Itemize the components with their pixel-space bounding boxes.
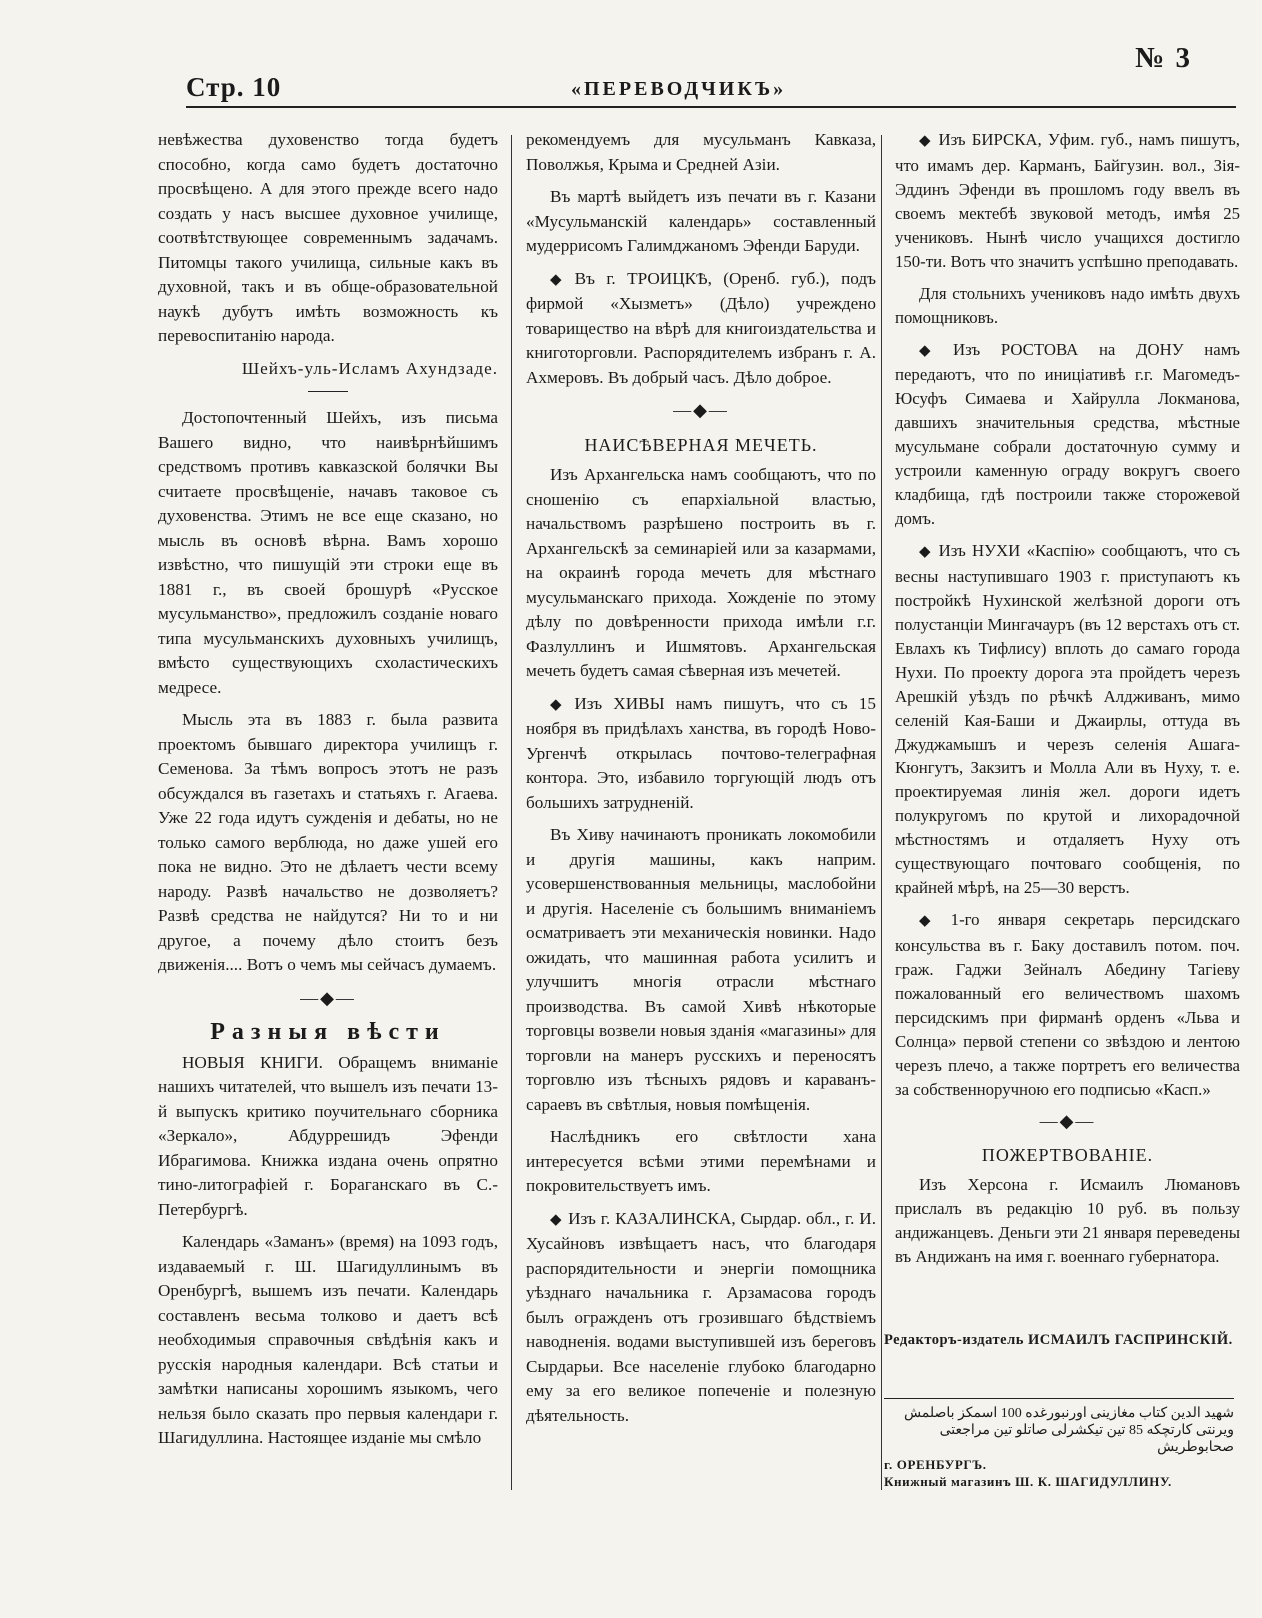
news-item-text: Изъ БИРСКА, Уфим. губ., намъ пишутъ, что имамъ дер. Карманъ, Байгузин. вол., Зія-Эддинъ Эфенди въ прошломъ году ввелъ въ своемъ мектебѣ звуковой методъ, имѣя 25 учениковъ. Нынѣ число учащихся достигло 150-ти. Вотъ что значитъ успѣшно преподавать. bbox=[895, 130, 1240, 271]
column-2 bbox=[526, 128, 876, 1436]
ornament-divider: —◆— bbox=[1039, 1110, 1096, 1131]
diamond-bullet-icon: ◆ bbox=[550, 1211, 563, 1228]
diamond-bullet-icon: ◆ bbox=[919, 342, 948, 359]
article-text: рекомендуемъ для мусульманъ Кавказа, Поволжья, Крыма и Средней Азіи. bbox=[526, 130, 876, 174]
ad-arabic-line-2: ویرنتی کارتچکه 85 تین تیکشرلی صاتلو تین مراجعتی صحابوطریش bbox=[939, 1423, 1234, 1455]
ornament-divider: —◆— bbox=[300, 987, 356, 1008]
news-item bbox=[526, 692, 876, 816]
news-item: Для стольнихъ учениковъ надо имѣть двухъ помощниковъ. bbox=[895, 283, 1240, 327]
column-3 bbox=[895, 128, 1240, 1277]
news-item: Изъ Архангельска намъ сообщаютъ, что по сношенію съ епархіальной властью, начальствомъ разрѣшено построить въ г. Архангельскѣ за семинаріей или за казармами, на окраинѣ города мечеть для мѣстнаго мусульманскаго прихода. Хожденіе по этому дѣлу по довѣренности прихода имѣли г.г. Фазлуллинъ и Ишмятовъ. Архангельская мечеть будетъ самая сѣверная изъ мечетей. bbox=[526, 465, 876, 680]
news-item bbox=[895, 338, 1240, 532]
diamond-bullet-icon: ◆ bbox=[550, 696, 569, 713]
column-1 bbox=[158, 128, 498, 1459]
news-item-text: Изъ ХИВЫ намъ пишутъ, что съ 15 ноября въ придѣлахъ ханства, въ городѣ Ново-Ургенчѣ открылась почтово-телеграфная контора. Это, избавило торгующій людъ отъ большихъ затрудненій. bbox=[526, 693, 876, 812]
newspaper-title: «ПЕРЕВОДЧИКЪ» bbox=[571, 78, 787, 100]
news-item: Наслѣдникъ его свѣтлости хана интересуется всѣми этими перемѣнами и покровительствуетъ имъ. bbox=[526, 1127, 876, 1195]
news-item bbox=[526, 1207, 876, 1429]
news-item bbox=[526, 267, 876, 391]
news-item-text: 1-го января секретарь персидскаго консульства въ г. Баку доставилъ потом. поч. граж. Гаджи Зейналъ Абедину Тагіеву пожалованный его величествомъ шахомъ персидскимъ при фирманѣ орденъ «Льва и Солнца» первой степени со звѣздою и лентою черезъ плечо, а также портретъ его величества за собственноручною его подписью «Касп.» bbox=[895, 910, 1240, 1099]
editor-credit: Редакторъ-издатель ИСМАИЛЪ ГАСПРИНСКІЙ. bbox=[884, 1332, 1233, 1348]
column-divider-2 bbox=[881, 135, 882, 1490]
page-number: Стр. 10 bbox=[186, 72, 282, 102]
article-text: Мысль эта въ 1883 г. была развита проектомъ бывшаго директора училищъ г. Семенова. За тѣмъ вопросъ этотъ не разъ обсуждался въ газетахъ и статьяхъ г. Агаева. Уже 22 года идутъ сужденія и дебаты, но не только самого верблюда, но даже ушей его пока не видно. Это не дѣлаетъ чести всему народу. Развѣ начальство не дозволяетъ? Развѣ средства не найдутся? Ни то и ни другое, а почему дѣло стоитъ безъ движенія.... Вотъ о чемъ мы сейчасъ думаемъ. bbox=[158, 710, 498, 974]
ornament-divider: —◆— bbox=[673, 400, 729, 420]
news-item-text: Изъ НУХИ «Каспію» сообщаютъ, что съ весны наступившаго 1903 г. приступаютъ къ постройкѣ Нухинской желѣзной дороги отъ полустанціи Мингачауръ (въ 12 верстахъ отъ ст. Евлахъ къ Тифлису) вплоть до самаго города Нухи. По проекту дорога эта пройдетъ черезъ Арешкій уѣздъ по рѣчкѣ Алдживанъ, мимо селеній Кая-Баши и Джаирлы, оттуда въ Джуджамышъ и черезъ селенія Ашага-Кюнгутъ, Закзитъ и Молла Али въ Нуху, т. е. проектируемая линія жел. дороги идетъ полукругомъ по крутой и лихорадочной мѣстностямъ и отдаляетъ Нуху отъ существующаго почтоваго сообщенія, по крайней мѣрѣ, на 25—30 верстъ. bbox=[895, 541, 1240, 898]
issue-number: № 3 bbox=[1135, 42, 1192, 74]
masthead-rule bbox=[186, 106, 1236, 108]
diamond-bullet-icon: ◆ bbox=[919, 913, 945, 930]
masthead bbox=[186, 72, 1236, 108]
news-item-lead: НОВЫЯ КНИГИ. bbox=[182, 1052, 323, 1072]
article-headline: НАИСѢВЕРНАЯ МЕЧЕТЬ. bbox=[584, 434, 818, 455]
diamond-bullet-icon: ◆ bbox=[550, 271, 569, 288]
news-item: Въ мартѣ выйдетъ изъ печати въ г. Казани «Мусульманскій календарь» составленный мудеррисомъ Галимджаномъ Эфенди Баруди. bbox=[526, 187, 876, 255]
article-headline: ПОЖЕРТВОВАНІЕ. bbox=[981, 1144, 1154, 1165]
ad-arabic-line-1: شهید الدین کتاب مغازینی اورنبورغده 100 اسمکز باصلمش bbox=[903, 1406, 1234, 1421]
news-item: Календарь «Заманъ» (время) на 1093 годъ, издаваемый г. Ш. Шагидуллинымъ въ Оренбургѣ, вышемъ изъ печати. Календарь составленъ весьма толково и даетъ всѣ необходимыя справочныя свѣдѣнія какъ и русскія народныя календари. Всѣ статьи и замѣтки написаны хорошимъ языкомъ, чего нельзя было сказать про первыя календари г. Шагидуллина. Настоящее изданіе мы смѣло bbox=[158, 1232, 498, 1447]
article-text: Достопочтенный Шейхъ, изъ письма Вашего видно, что наивѣрнѣйшимъ средствомъ противъ кавказской болячки Вы считаете просвѣщеніе, начавъ таковое съ духовенства. Этимъ не все еще сказано, но мысль въ основѣ вѣрна. Вамъ хорошо извѣстно, что пишущій эти строки еще въ 1881 г., въ своей брошурѣ «Русское мусульманство», предложилъ созданіе новаго типа мусульманскихъ духовныхъ училищъ, вмѣсто существующихъ схоластическихъ медресе. bbox=[158, 408, 498, 697]
article-text: невѣжества духовенство тогда будетъ способно, когда само будетъ достаточно просвѣщено. А для этого прежде всего надо создать у насъ высшее духовное училище, соотвѣтствующее современнымъ задачамъ. Питомцы такого училища, сильные какъ въ духовной, такъ и въ обще-образовательной наукѣ дубутъ имѣть возможность къ перевоспитанію народа. bbox=[158, 130, 498, 345]
diamond-bullet-icon: ◆ bbox=[919, 544, 933, 560]
bookstore-advertisement bbox=[884, 1398, 1234, 1490]
ad-store-name: Книжный магазинъ Ш. К. ШАГИДУЛЛИНУ. bbox=[884, 1474, 1172, 1489]
diamond-bullet-icon: ◆ bbox=[919, 133, 933, 149]
article-signature: Шейхъ-уль-Исламъ Ахундзаде. bbox=[241, 358, 498, 378]
news-item-text: Въ г. ТРОИЦКѢ, (Оренб. губ.), подъ фирмой «Хызметъ» (Дѣло) учреждено товарищество на вѣрѣ для книгоиздательства и книготорговли. Распорядителемъ избранъ г. А. Ахмеровъ. Въ добрый часъ. Дѣло доброе. bbox=[526, 268, 876, 387]
news-item: Изъ Херсона г. Исмаилъ Люмановъ прислалъ въ редакцію 10 руб. въ пользу андижанцевъ. Деньги эти 21 января переведены въ Андижанъ на имя г. военнаго губернатора. bbox=[895, 1175, 1240, 1267]
news-item-text: Изъ РОСТОВА на ДОНУ намъ передаютъ, что по иниціативѣ г.г. Магомедъ-Юсуфъ Симаева и Хайрулла Локманова, давшихъ значительныя средства, мѣстные мусульмане собрали достаточную сумму и устроили каменную ограду вокругъ своего кладбища, гдѣ построили также сторожевой домъ. bbox=[895, 339, 1240, 529]
news-item-text: Обращемъ вниманіе нашихъ читателей, что вышелъ изъ печати 13-й выпускъ критико поучительнаго сборника «Зеркало», Абдуррешидъ Эфенди Ибрагимова. Книжка издана очень опрятно тино-литографіей г. Бораганскаго въ С.-Петербургѣ. bbox=[158, 1052, 498, 1219]
news-item bbox=[895, 128, 1240, 274]
news-item-text: Изъ г. КАЗАЛИНСКА, Сырдар. обл., г. И. Хусайновъ извѣщаетъ насъ, что благодаря распорядительности и энергіи помощника уѣзднаго начальника г. Арзамасова городъ былъ огражденъ отъ грозившаго бѣдствіемъ наводненія. водами выступившей изъ береговъ Сырдарьи. Все населеніе глубоко благодарно ему за его великое попеченіе и полезную дѣятельность. bbox=[526, 1208, 876, 1425]
section-title: Разныя вѣсти bbox=[210, 1019, 446, 1045]
ad-city: г. ОРЕНБУРГЪ. bbox=[884, 1457, 987, 1472]
news-item bbox=[895, 908, 1240, 1102]
news-item bbox=[895, 539, 1240, 900]
column-divider-1 bbox=[511, 135, 512, 1490]
news-item: Въ Хиву начинаютъ проникать локомобили и другія машины, какъ наприм. усовершенствованныя мельницы, маслобойни и другія. Населеніе съ большимъ вниманіемъ осматриваетъ эти механическія новинки. Надо ожидать, что машинная работа усилитъ и улучшитъ многія отрасли мѣстнаго производства. Въ самой Хивѣ нѣкоторые торговцы возвели новыя зданія «магазины» для торговли на манеръ русскихъ и переносятъ торговлю изъ тѣсныхъ рядовъ и караванъ-сараевъ въ свѣтлыя, новыя помѣщенія. bbox=[526, 825, 876, 1114]
news-item bbox=[158, 1051, 498, 1223]
separator-rule bbox=[308, 391, 348, 392]
